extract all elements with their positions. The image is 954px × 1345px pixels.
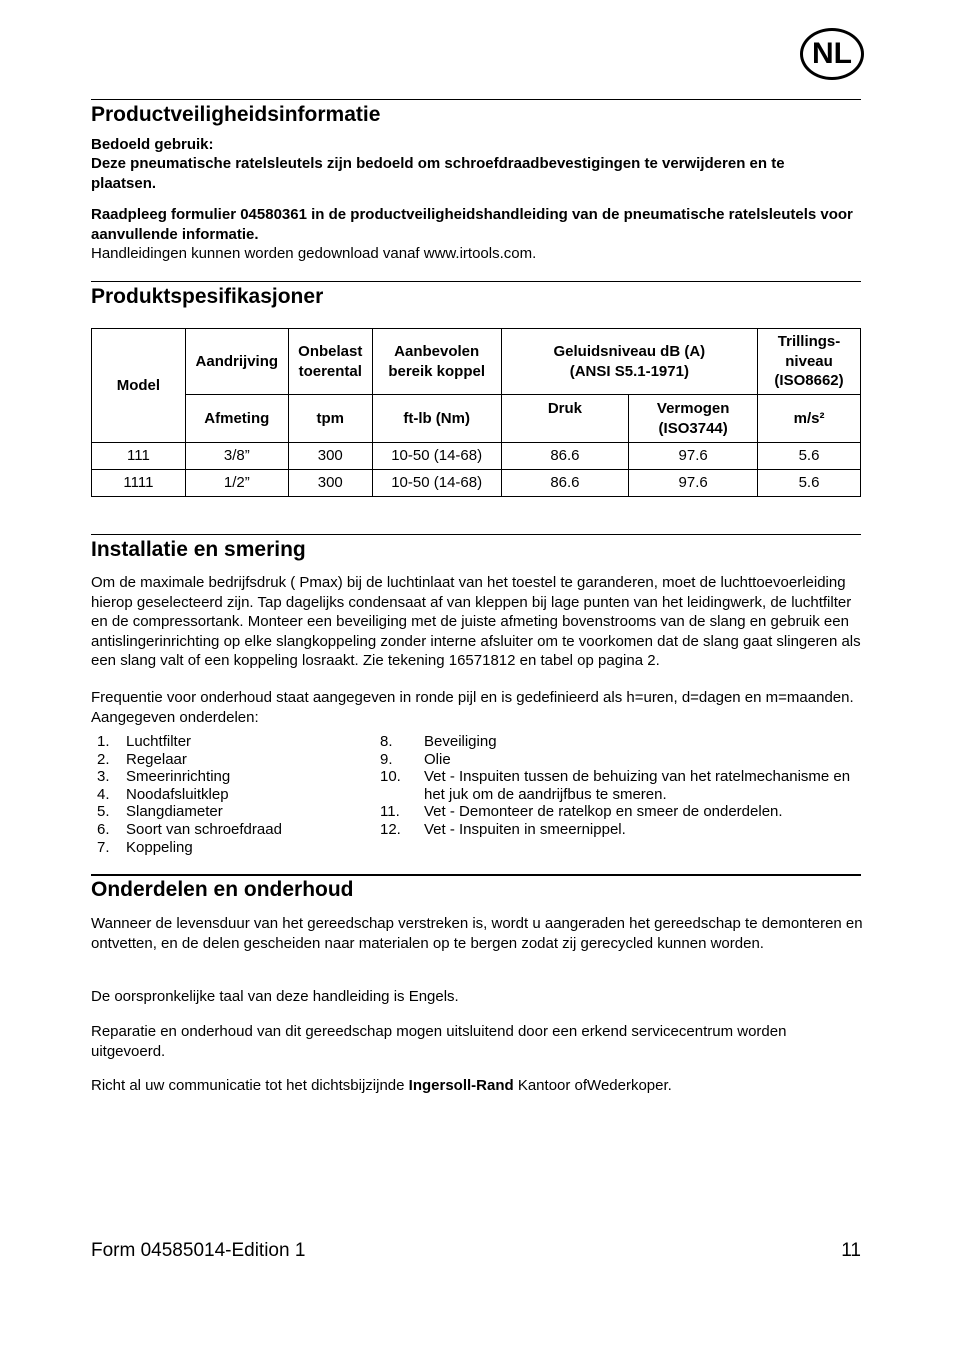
cell-speed: 300 <box>288 443 372 470</box>
intended-use-label: Bedoeld gebruik: <box>91 136 214 153</box>
header-sound-line1: Geluidsniveau dB (A) <box>553 343 706 360</box>
list-text: Vet - Inspuiten in smeernippel. <box>424 820 626 838</box>
list-item <box>97 821 367 839</box>
section-divider <box>91 874 861 876</box>
table-row <box>92 470 861 497</box>
list-text: Beveiliging <box>424 733 497 750</box>
list-number: 5. <box>97 803 110 821</box>
cell-pressure: 86.6 <box>501 470 629 497</box>
repair-paragraph: Reparatie en onderhoud van dit gereedschap mogen uitsluitend door een erkend servicecentrum worden uitgevoerd. <box>91 1023 787 1060</box>
section-title-safety: Productveiligheidsinformatie <box>91 103 381 126</box>
header-vibration-line1: Trillings- <box>777 333 841 351</box>
list-item <box>97 786 367 804</box>
footer-form-number: Form 04585014-Edition 1 <box>91 1240 306 1261</box>
list-number: 8. <box>380 733 393 750</box>
list-text: Vet - Demonteer de ratelkop en smeer de onderdelen. <box>424 803 783 821</box>
header-drive: Aandrijving <box>185 329 288 395</box>
list-text: Noodafsluitklep <box>126 785 229 803</box>
list-item <box>380 733 862 751</box>
list-number: 12. <box>380 820 401 838</box>
list-number: 9. <box>380 750 393 768</box>
language-badge: NL <box>800 28 864 80</box>
list-item <box>97 751 367 769</box>
list-item <box>97 839 367 857</box>
footer-page-number: 11 <box>841 1240 861 1261</box>
list-number: 11. <box>380 803 400 821</box>
cell-power: 97.6 <box>629 443 758 470</box>
list-number: 6. <box>97 820 110 838</box>
brand-name: Ingersoll-Rand <box>408 1077 514 1094</box>
cell-vibration: 5.6 <box>758 443 861 470</box>
download-text: Handleidingen kunnen worden gedownload vanaf www.irtools.com. <box>91 245 537 262</box>
cell-model: 1111 <box>92 470 186 497</box>
header-sound <box>501 329 757 395</box>
cell-torque: 10-50 (14-68) <box>372 443 501 470</box>
unit-torque: ft-lb (Nm) <box>372 395 501 443</box>
section-divider <box>91 281 861 282</box>
list-number: 3. <box>97 768 110 786</box>
unit-pressure: Druk <box>501 395 629 443</box>
unit-power <box>629 395 758 443</box>
header-model: Model <box>92 329 186 443</box>
header-vibration-line2: niveau <box>785 352 833 370</box>
table-row <box>92 443 861 470</box>
cell-speed: 300 <box>288 470 372 497</box>
header-vibration <box>758 329 861 395</box>
section-divider <box>91 534 861 535</box>
section-title-specs: Produktspesifikasjoner <box>91 285 324 308</box>
list-number: 7. <box>97 838 110 856</box>
section-title-parts: Onderdelen en onderhoud <box>91 878 354 901</box>
list-number: 4. <box>97 785 110 803</box>
unit-power-line1: Vermogen <box>656 400 730 417</box>
list-text: Luchtfilter <box>126 733 192 750</box>
intended-use-text: Deze pneumatische ratelsleutels zijn bedoeld om schroefdraadbevestigingen te verwijderen en te plaatsen. <box>91 155 785 192</box>
consult-text: Raadpleeg formulier 04580361 in de productveiligheidshandleiding van de pneumatische ratelsleutels voor aanvullende informatie. <box>91 206 853 243</box>
section-title-installation: Installatie en smering <box>91 538 306 561</box>
list-item <box>97 768 367 786</box>
unit-speed: tpm <box>288 395 372 443</box>
list-number: 2. <box>97 750 110 768</box>
parts-list-left <box>97 733 367 856</box>
cell-vibration: 5.6 <box>758 470 861 497</box>
list-text: Slangdiameter <box>126 803 223 821</box>
spec-table <box>91 328 861 497</box>
section-divider <box>91 99 861 100</box>
header-speed: Onbelast toerental <box>288 329 372 395</box>
cell-power: 97.6 <box>629 470 758 497</box>
list-text: Olie <box>424 750 451 768</box>
cell-drive: 1/2” <box>185 470 288 497</box>
contact-text-before: Richt al uw communicatie tot het dichtsbijzijnde <box>91 1077 409 1094</box>
unit-drive: Afmeting <box>185 395 288 443</box>
list-text: Soort van schroefdraad <box>126 820 282 838</box>
cell-drive: 3/8” <box>185 443 288 470</box>
header-torque: Aanbevolen bereik koppel <box>372 329 501 395</box>
unit-vibration: m/s² <box>758 395 861 443</box>
header-sound-line2: (ANSI S5.1-1971) <box>569 362 689 380</box>
list-text: Smeerinrichting <box>126 768 231 786</box>
cell-pressure: 86.6 <box>501 443 629 470</box>
list-item <box>380 803 862 821</box>
recycling-paragraph: Wanneer de levensduur van het gereedschap verstreken is, wordt u aangeraden het gereedschap te demonteren en ontvetten, en de delen gescheiden naar materialen op te bergen zodat zij gerecycled kunnen worden. <box>91 915 863 952</box>
original-language-paragraph: De oorspronkelijke taal van deze handleiding is Engels. <box>91 988 459 1005</box>
list-text: Vet - Inspuiten tussen de behuizing van het ratelmechanisme en het juk om de aandrijfbus te smeren. <box>424 768 851 803</box>
maintenance-frequency-paragraph: Frequentie voor onderhoud staat aangegeven in ronde pijl en is gedefinieerd als h=uren, d=dagen en m=maanden. Aangegeven onderdelen: <box>91 689 854 726</box>
list-number: 1. <box>97 733 110 750</box>
list-item <box>380 751 862 769</box>
cell-model: 111 <box>92 443 186 470</box>
list-text: Regelaar <box>126 750 187 768</box>
contact-text-after: Kantoor ofWederkoper. <box>513 1077 672 1094</box>
list-item <box>380 768 862 803</box>
list-number: 10. <box>380 768 401 786</box>
parts-list-right <box>380 733 862 839</box>
list-item <box>380 821 862 839</box>
installation-paragraph: Om de maximale bedrijfsdruk ( Pmax) bij de luchtinlaat van het toestel te garanderen, moet de luchttoevoerleiding hierop geselecteerd zijn. Tap dagelijks condensaat af van kleppen bij lage punten van het leidingwerk, de luchtfilter en de compressortank. Monteer een beveiliging met de juiste afmeting bovenstrooms van de slang en gebruik een antislingerinrichting op elke slangkoppeling zonder interne afsluiter om te voorkomen dat de slang gaat slingeren als een slang valt of een koppeling losraakt. Zie tekening 16571812 en tabel op pagina 2. <box>91 574 861 669</box>
list-text: Koppeling <box>126 838 193 856</box>
header-vibration-line3: (ISO8662) <box>774 372 844 390</box>
contact-paragraph <box>91 1076 863 1096</box>
unit-power-line2: (ISO3744) <box>658 419 728 437</box>
list-item <box>97 733 367 751</box>
cell-torque: 10-50 (14-68) <box>372 470 501 497</box>
list-item <box>97 803 367 821</box>
